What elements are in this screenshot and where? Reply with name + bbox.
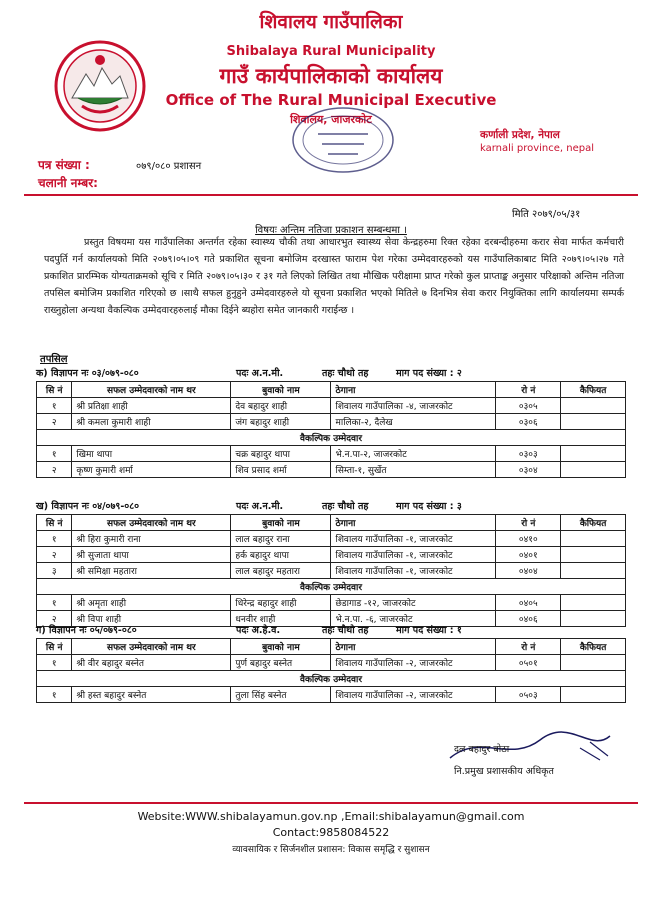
table-cell: १ <box>37 595 72 611</box>
column-header: सफल उम्मेदवारको नाम थर <box>72 639 231 655</box>
alternate-candidates-row <box>37 671 626 687</box>
demand-count: माग पद संख्या : ३ <box>396 501 462 512</box>
table-cell <box>561 531 626 547</box>
table-cell: २ <box>37 462 72 478</box>
post-name: पदः अ.न.मी. <box>236 368 284 379</box>
tapasil-heading: तपसिल <box>40 354 68 365</box>
alternate-candidates-label: वैकल्पिक उम्मेदवार <box>37 430 626 446</box>
table-cell: कृष्ण कुमारी शर्मा <box>72 462 231 478</box>
subject-line: विषयः अन्तिम नतिजा प्रकाशन सम्बन्धमा । <box>255 225 407 236</box>
table-cell: भे.न.पा-२, जाजरकोट <box>331 446 496 462</box>
table-cell: १ <box>37 687 72 703</box>
table-cell <box>561 547 626 563</box>
table-row <box>37 595 626 611</box>
table-cell <box>561 655 626 671</box>
table-cell <box>561 398 626 414</box>
column-header: सि नं <box>37 515 72 531</box>
table-cell <box>561 462 626 478</box>
title-nepali: शिवालय गाउँपालिका <box>259 11 403 33</box>
office-english: Office of The Rural Municipal Executive <box>165 91 497 109</box>
table-cell: श्री प्रतिक्षा शाही <box>72 398 231 414</box>
table-cell: श्री विपा शाही <box>72 611 231 627</box>
table-row <box>37 446 626 462</box>
table-cell: धिरेन्द्र बहादुर शाही <box>231 595 331 611</box>
section-header <box>36 366 626 380</box>
column-header: बुवाको नाम <box>231 382 331 398</box>
table-cell: पुर्ण बहादुर बस्नेत <box>231 655 331 671</box>
column-header: ठेगाना <box>331 515 496 531</box>
table-cell: श्री हिरा कुमारी राना <box>72 531 231 547</box>
table-cell: ३ <box>37 563 72 579</box>
table-cell: शिव प्रसाद शर्मा <box>231 462 331 478</box>
signatory-name: दल बहादुर बोठा <box>454 744 510 755</box>
post-name: पदः अ.हे.व. <box>236 625 281 636</box>
column-header: सि नं <box>37 639 72 655</box>
province-nepali: कर्णाली प्रदेश, नेपाल <box>480 129 560 141</box>
table-cell: मालिका-२, दैलेख <box>331 414 496 430</box>
table-cell <box>561 595 626 611</box>
column-header: ठेगाना <box>331 382 496 398</box>
body-paragraph: प्रस्तुत विषयमा यस गाउँपालिका अन्तर्गत रहेका स्वास्थ्य चौकी तथा आधारभुत स्वास्थ्य सेवा केन्द्रहरुमा रिक्त रहेका दरबन्दीहरुमा करार सेवा मार्फत कर्मचारी पदपुर्ति गर्न कार्यालयको मिति २०७९।०५।०९ गते प्रकाशित सूचना बमोजिम दरखास्त फाराम पेश गरेका उम्मेदवारहरुको यस गाउँपालिकाबाट मिति २०७९।०५।२७ गते प्रकाशित प्रारम्भिक योग्यताक्रमको सूचि र मिति २०७९।०५।३० र ३१ गते लिएको लिखित तथा मौखिक परीक्षामा प्राप्त गरेको कुल प्राप्ताङ्क अनुसार परिक्षाको अन्तिम नतिजा तपसिल बमोजिम प्रकाशित गरिएको छ ।साथै सफल हुनुहुने उम्मेदवारहरुले यो सूचना प्रकाशित भएको मितिले ७ दिनभित्र सेवा करार नियुक्तिका लागि कार्यालयमा सम्पर्क राख्नुहोला अन्यथा वैकल्पिक उम्मेदवारहरुलाई मौका दिईने ब्यहोरा समेत जानकारी गराईन्छ । <box>44 237 624 316</box>
table-cell: छेडागाड -१२, जाजरकोट <box>331 595 496 611</box>
table-header-row <box>37 382 626 398</box>
table-cell: लाल बहादुर राना <box>231 531 331 547</box>
table-cell: २ <box>37 611 72 627</box>
column-header: बुवाको नाम <box>231 639 331 655</box>
table-cell: १ <box>37 655 72 671</box>
footer-motto: व्यावसायिक र सिर्जनशील प्रशासन: विकास समृद्धि र सुशासन <box>232 845 430 855</box>
column-header: सफल उम्मेदवारको नाम थर <box>72 382 231 398</box>
office-stamp <box>288 104 398 176</box>
office-nepali: गाउँ कार्यपालिकाको कार्यालय <box>219 64 443 88</box>
table-cell: ०४०६ <box>496 611 561 627</box>
column-header: रो नं <box>496 639 561 655</box>
table-cell: १ <box>37 398 72 414</box>
table-cell: तुला सिंह बस्नेत <box>231 687 331 703</box>
table-row <box>37 547 626 563</box>
table-row <box>37 687 626 703</box>
table-cell <box>561 563 626 579</box>
table-cell: ०३०४ <box>496 462 561 478</box>
footer-website: Website:WWW.shibalayamun.gov.np ,Email:shibalayamun@gmail.com <box>137 810 525 823</box>
table-cell <box>561 687 626 703</box>
table-cell: देव बहादुर शाही <box>231 398 331 414</box>
results-table <box>36 638 626 703</box>
patra-sankhya-label: पत्र संख्या : <box>38 158 90 172</box>
table-row <box>37 414 626 430</box>
table-cell: ०४०१ <box>496 547 561 563</box>
table-cell: ०४१० <box>496 531 561 547</box>
table-row <box>37 655 626 671</box>
footer-contact: Contact:9858084522 <box>272 826 390 839</box>
table-cell: शिवालय गाउँपालिका -१, जाजरकोट <box>331 563 496 579</box>
results-table <box>36 381 626 478</box>
table-cell: शिवालय गाउँपालिका -१, जाजरकोट <box>331 531 496 547</box>
table-cell: लाल बहादुर महतारा <box>231 563 331 579</box>
header-divider <box>24 194 638 196</box>
table-cell: जंग बहादुर शाही <box>231 414 331 430</box>
table-cell: खिमा थापा <box>72 446 231 462</box>
footer-divider <box>24 802 638 804</box>
table-cell: श्री हस्त बहादुर बस्नेत <box>72 687 231 703</box>
post-level: तहः चौथो तह <box>322 368 369 379</box>
column-header: ठेगाना <box>331 639 496 655</box>
table-cell: ०३०६ <box>496 414 561 430</box>
table-cell: २ <box>37 414 72 430</box>
alternate-candidates-row <box>37 430 626 446</box>
post-level: तहः चौथो तह <box>322 625 369 636</box>
table-cell: ०४०४ <box>496 563 561 579</box>
table-cell: श्री अमृता शाही <box>72 595 231 611</box>
signature-block <box>440 728 620 798</box>
table-cell: हर्क बहादुर थापा <box>231 547 331 563</box>
table-cell: श्री वीर बहादुर बस्नेत <box>72 655 231 671</box>
ad-number: क) विज्ञापन नः ०३/०७९-०८० <box>36 368 139 379</box>
table-header-row <box>37 639 626 655</box>
office-address: शिवालय, जाजरकोट <box>290 113 372 126</box>
table-cell: १ <box>37 446 72 462</box>
column-header: रो नं <box>496 515 561 531</box>
alternate-candidates-row <box>37 579 626 595</box>
table-row <box>37 398 626 414</box>
demand-count: माग पद संख्या : १ <box>396 625 462 636</box>
table-cell: १ <box>37 531 72 547</box>
column-header: कैफियत <box>561 382 626 398</box>
results-table <box>36 514 626 627</box>
patra-sankhya-value: ०७९/०८० प्रशासन <box>136 161 202 172</box>
table-cell: ०३०५ <box>496 398 561 414</box>
table-cell: श्री सुजाता थापा <box>72 547 231 563</box>
title-english: Shibalaya Rural Municipality <box>226 44 436 59</box>
section-header <box>36 623 626 637</box>
table-row <box>37 531 626 547</box>
alternate-candidates-label: वैकल्पिक उम्मेदवार <box>37 671 626 687</box>
table-cell: चक्र बहादुर थापा <box>231 446 331 462</box>
table-cell: ०४०५ <box>496 595 561 611</box>
table-cell: श्री कमला कुमारी शाही <box>72 414 231 430</box>
column-header: सि नं <box>37 382 72 398</box>
column-header: रो नं <box>496 382 561 398</box>
chalani-number-label: चलानी नम्बर: <box>38 176 98 190</box>
table-header-row <box>37 515 626 531</box>
column-header: बुवाको नाम <box>231 515 331 531</box>
post-level: तहः चौथो तह <box>322 501 369 512</box>
alternate-candidates-label: वैकल्पिक उम्मेदवार <box>37 579 626 595</box>
table-cell: श्री समिक्षा महतारा <box>72 563 231 579</box>
table-cell: शिवालय गाउँपालिका -४, जाजरकोट <box>331 398 496 414</box>
table-cell: ०३०३ <box>496 446 561 462</box>
section-header <box>36 499 626 513</box>
table-cell: शिवालय गाउँपालिका -२, जाजरकोट <box>331 687 496 703</box>
signatory-title: नि.प्रमुख प्रशासकीय अधिकृत <box>454 766 554 777</box>
column-header: सफल उम्मेदवारको नाम थर <box>72 515 231 531</box>
province-english: karnali province, nepal <box>480 143 595 154</box>
ad-number: ख) विज्ञापन नः ०४/०७९-०८० <box>36 501 140 512</box>
table-cell: ०५०१ <box>496 655 561 671</box>
table-cell: शिवालय गाउँपालिका -१, जाजरकोट <box>331 547 496 563</box>
table-cell: ०५०३ <box>496 687 561 703</box>
table-cell: सिम्ता-१, सुर्खेत <box>331 462 496 478</box>
table-row <box>37 563 626 579</box>
table-cell <box>561 446 626 462</box>
post-name: पदः अ.न.मी. <box>236 501 284 512</box>
table-cell <box>561 414 626 430</box>
demand-count: माग पद संख्या : २ <box>396 368 462 379</box>
table-cell: भे.न.पा. -६, जाजरकोट <box>331 611 496 627</box>
table-row <box>37 462 626 478</box>
letter-date: मिति २०७९/०५/३१ <box>512 209 581 220</box>
table-cell: धनवीर शाही <box>231 611 331 627</box>
ad-number: ग) विज्ञापन नः ०५/०७९-०८० <box>36 625 137 636</box>
table-cell: शिवालय गाउँपालिका -२, जाजरकोट <box>331 655 496 671</box>
table-cell: २ <box>37 547 72 563</box>
column-header: कैफियत <box>561 515 626 531</box>
column-header: कैफियत <box>561 639 626 655</box>
